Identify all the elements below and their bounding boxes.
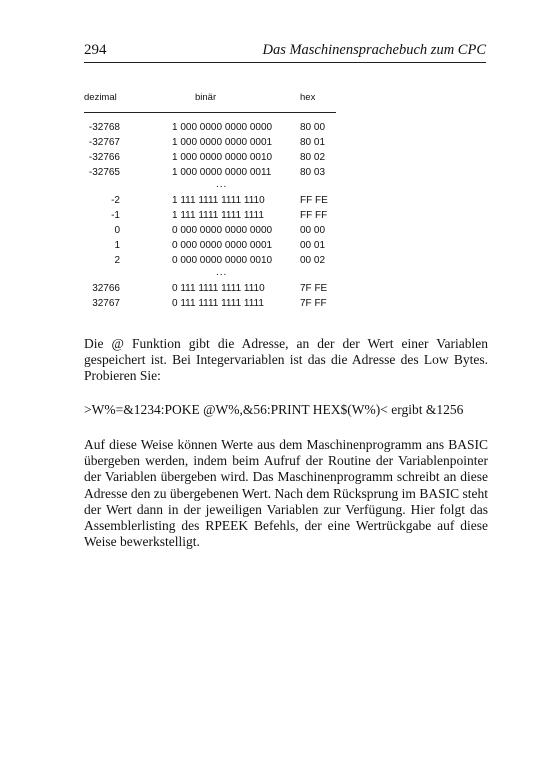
cell-dezimal: -1 — [111, 210, 120, 221]
cell-dezimal: 0 — [114, 225, 120, 236]
cell-dezimal: -32768 — [88, 122, 120, 133]
code-example: >W%=&1234:POKE @W%,&56:PRINT HEX$(W%)< ergibt &1256 — [84, 402, 464, 417]
table-row — [84, 253, 336, 268]
table-ellipsis — [84, 180, 336, 193]
cell-binaer: 1 111 1111 1111 1111 — [172, 210, 264, 221]
table-row — [84, 150, 336, 165]
cell-hex: 80 01 — [300, 137, 326, 148]
page-header — [84, 42, 486, 63]
cell-dezimal: -2 — [111, 195, 120, 206]
table-row — [84, 238, 336, 253]
cell-hex: 00 00 — [300, 225, 326, 236]
cell-binaer: 1 000 0000 0000 0000 — [172, 122, 273, 133]
table-row — [84, 208, 336, 223]
cell-dezimal: 2 — [114, 255, 120, 266]
cell-binaer: 1 000 0000 0000 0001 — [172, 137, 273, 148]
cell-binaer: 0 000 0000 0000 0000 — [172, 225, 273, 236]
running-title: Das Maschinensprachebuch zum CPC — [262, 42, 486, 58]
column-header-hex: hex — [300, 92, 316, 103]
cell-hex: 80 02 — [300, 152, 326, 163]
cell-hex: FF FE — [300, 195, 328, 206]
cell-binaer: 0 111 1111 1111 1111 — [172, 298, 264, 309]
cell-hex: 00 01 — [300, 240, 326, 251]
page-number: 294 — [84, 42, 107, 58]
cell-hex: 7F FE — [300, 283, 328, 294]
table-row — [84, 193, 336, 208]
table-row — [84, 120, 336, 135]
cell-binaer: 0 000 0000 0000 0001 — [172, 240, 273, 251]
cell-dezimal: -32766 — [88, 152, 120, 163]
table-row — [84, 223, 336, 238]
cell-binaer: 1 000 0000 0000 0011 — [172, 167, 272, 178]
column-header-dezimal: dezimal — [84, 92, 117, 103]
column-header-binaer: binär — [195, 92, 217, 103]
cell-hex: 80 00 — [300, 122, 326, 133]
cell-hex: 80 03 — [300, 167, 326, 178]
cell-binaer: 0 000 0000 0000 0010 — [172, 255, 273, 266]
table-row — [84, 281, 336, 296]
cell-dezimal: -32767 — [88, 137, 120, 148]
cell-hex: FF FF — [300, 210, 328, 221]
cell-dezimal: -32765 — [88, 167, 120, 178]
cell-dezimal: 1 — [114, 240, 120, 251]
table-row — [84, 165, 336, 180]
cell-dezimal: 32766 — [92, 283, 120, 294]
paragraph-value-return: Auf diese Weise können Werte aus dem Maschinenprogramm ans BASIC übergeben werden, indem beim Aufruf der Routine der Variablenpointer der Variablen übergeben wird. Das Maschinenprogramm schreibt an diese Adresse den zu übergebenen Wert. Nach dem Rücksprung im BASIC steht der Wert dann in der jeweiligen Variablen zur Verfügung. Hier folgt das Assemblerlisting des RPEEK Befehls, der eine Wertrückgabe auf diese Weise bewerkstelligt. — [84, 437, 488, 550]
table-row — [84, 135, 336, 150]
cell-hex: 00 02 — [300, 255, 326, 266]
paragraph-address-function: Die @ Funktion gibt die Adresse, an der der Wert einer Variablen gespeichert ist. Bei Integervariablen ist das die Adresse des Low Bytes. Probieren Sie: — [84, 336, 488, 384]
cell-binaer: 1 000 0000 0000 0010 — [172, 152, 273, 163]
cell-binaer: 1 111 1111 1111 1110 — [172, 195, 265, 206]
cell-binaer: 0 111 1111 1111 1110 — [172, 283, 265, 294]
table-row — [84, 296, 336, 311]
table-ellipsis — [84, 268, 336, 281]
table-body — [84, 120, 336, 311]
table-header-rule — [84, 112, 336, 113]
ellipsis-text: ... — [216, 267, 228, 278]
cell-dezimal: 32767 — [92, 298, 120, 309]
cell-hex: 7F FF — [300, 298, 327, 309]
ellipsis-text: ... — [216, 179, 228, 190]
